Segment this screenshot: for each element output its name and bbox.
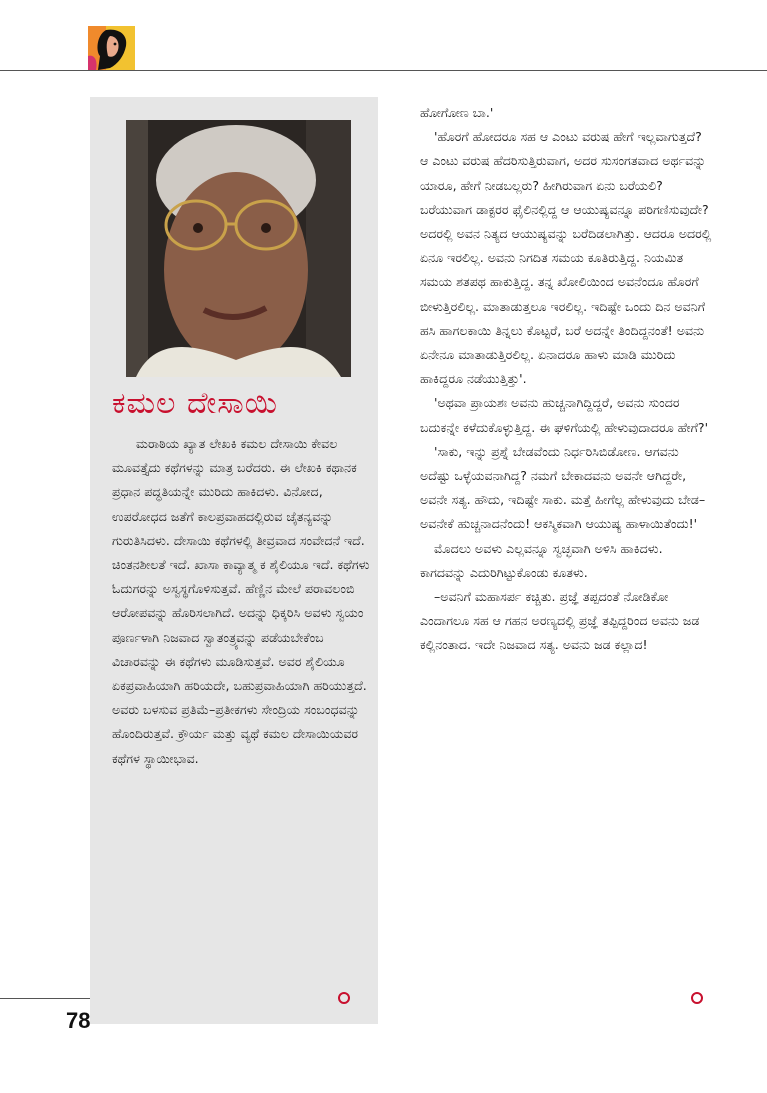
- red-circle-end-icon: [337, 991, 351, 1005]
- author-bio: [112, 432, 372, 771]
- story-paragraph: 'ಹೊರಗೆ ಹೋದರೂ ಸಹ ಆ ಎಂಟು ವರುಷ ಹೇಗೆ ಇಲ್ಲವಾಗುತ್ತದೆ? ಆ ಎಂಟು ವರುಷ ಹೆದರಿಸುತ್ತಿರುವಾಗ, ಅದರ ಸುಸಂಗತವಾದ ಅರ್ಥವನ್ನು ಯಾರೂ, ಹೇಗೆ ನೀಡಬಲ್ಲರು? ಹೀಗಿರುವಾಗ ಏನು ಬರೆಯಲಿ? ಬರೆಯುವಾಗ ಡಾಕ್ಟರರ ಫೈಲಿನಲ್ಲಿದ್ದ ಆ ಆಯುಷ್ಯವನ್ನೂ ಪರಿಗಣಿಸುವುದೇ? ಅದರಲ್ಲಿ ಅವನ ನಿತ್ಯದ ಆಯುಷ್ಯವನ್ನು ಬರೆದಿಡಲಾಗಿತ್ತು. ಆದರೂ ಅದರಲ್ಲಿ ಏನೂ ಇರಲಿಲ್ಲ. ಅವನು ನಿಗದಿತ ಸಮಯ ಕೂತಿರುತ್ತಿದ್ದ. ನಿಯಮಿತ ಸಮಯ ಶತಪಥ ಹಾಕುತ್ತಿದ್ದ. ತನ್ನ ಖೋಲಿಯಿಂದ ಅವನೆಂದೂ ಹೊರಗೆ ಬೀಳುತ್ತಿರಲಿಲ್ಲ. ಮಾತಾಡುತ್ತಲೂ ಇರಲಿಲ್ಲ. ಇದಿಷ್ಟೇ ಒಂದು ದಿನ ಅವನಿಗೆ ಹಸಿ ಹಾಗಲಕಾಯಿ ತಿನ್ನಲು ಕೊಟ್ಟರೆ, ಬರೆ ಅದನ್ನೇ ತಿಂದಿದ್ದನಂತೆ! ಅವನು ಏನೇನೂ ಮಾತಾಡುತ್ತಿರಲಿಲ್ಲ. ಏನಾದರೂ ಹಾಳು ಮಾಡಿ ಮುರಿದು ಹಾಕಿದ್ದರೂ ನಡೆಯುತ್ತಿತ್ತು'.: [420, 129, 712, 387]
- story-paragraph: ಹೋಗೋಣ ಬಾ.': [420, 105, 494, 120]
- story-paragraph: 'ಅಥವಾ ಪ್ರಾಯಶಃ ಅವನು ಹುಚ್ಚನಾಗಿದ್ದಿದ್ದರೆ, ಅವನು ಸುಂದರ ಬದುಕನ್ನೇ ಕಳೆದುಕೊಳ್ಳುತ್ತಿದ್ದ. ಈ ಘಳಿಗೆಯಲ್ಲಿ ಹೇಳುವುದಾದರೂ ಹೇಗೆ?': [420, 395, 709, 435]
- woman-profile-icon: [88, 26, 135, 70]
- bio-paragraph: ಮರಾಠಿಯ ಖ್ಯಾತ ಲೇಖಕಿ ಕಮಲ ದೇಸಾಯಿ ಕೇವಲ ಮೂವತ್ತೈದು ಕಥೆಗಳನ್ನು ಮಾತ್ರ ಬರೆದರು. ಈ ಲೇಖಕಿ ಕಥಾನಕ ಪ್ರಧಾನ ಪದ್ಧತಿಯನ್ನೇ ಮುರಿದು ಹಾಕಿದಳು. ವಿನೋದ, ಉಪರೋಧದ ಜತೆಗೆ ಕಾಲಪ್ರವಾಹದಲ್ಲಿರುವ ಚೈತನ್ಯವನ್ನು ಗುರುತಿಸಿದಳು. ದೇಸಾಯಿ ಕಥೆಗಳಲ್ಲಿ ತೀವ್ರವಾದ ಸಂವೇದನೆ ಇದೆ. ಚಿಂತನಶೀಲತೆ ಇದೆ. ಖಾಸಾ ಕಾವ್ಯಾತ್ಮ ಕ ಶೈಲಿಯೂ ಇದೆ. ಕಥೆಗಳು ಓದುಗರನ್ನು ಅಸ್ವಸ್ಥಗೊಳಿಸುತ್ತವೆ. ಹೆಣ್ಣಿನ ಮೇಲೆ ಪರಾವಲಂಬಿ ಆರೋಪವನ್ನು ಹೊರಿಸಲಾಗಿದೆ. ಅದನ್ನು ಧಿಕ್ಕರಿಸಿ ಅವಳು ಸ್ವಯಂ ಪೂರ್ಣಳಾಗಿ ನಿಜವಾದ ಸ್ವಾತಂತ್ರ್ಯವನ್ನು ಪಡೆಯಬೇಕೆಂಬ ವಿಚಾರವನ್ನು ಈ ಕಥೆಗಳು ಮೂಡಿಸುತ್ತವೆ. ಅವರ ಶೈಲಿಯೂ ಏಕಪ್ರವಾಹಿಯಾಗಿ ಹರಿಯದೇ, ಬಹುಪ್ರವಾಹಿಯಾಗಿ ಹರಿಯುತ್ತದೆ. ಅವರು ಬಳಸುವ ಪ್ರತಿಮೆ–ಪ್ರತೀಕಗಳು ಸೇಂದ್ರಿಯ ಸಂಬಂಧವನ್ನು ಹೊಂದಿರುತ್ತವೆ. ಕ್ರೌರ್ಯ ಮತ್ತು ವ್ಯಥೆ ಕಮಲ ದೇಸಾಯಿಯವರ ಕಥೆಗಳ ಸ್ಥಾಯೀಭಾವ.: [112, 436, 370, 766]
- story-column: [420, 101, 712, 658]
- story-paragraph: 'ಸಾಕು, ಇನ್ನು ಪ್ರಶ್ನೆ ಬೇಡವೆಂದು ನಿರ್ಧರಿಸಿಬಿಡೋಣ. ಆಗವನು ಅದೆಷ್ಟು ಒಳ್ಳೆಯವನಾಗಿದ್ದ? ನಮಗೆ ಬೇಕಾದವನು ಅವನೇ ಆಗಿದ್ದರೇ, ಅವನೇ ಸತ್ಯ. ಹೌದು, ಇದಿಷ್ಟೇ ಸಾಕು. ಮತ್ತೆ ಹೀಗೆಲ್ಲ ಹೇಳುವುದು ಬೇಡ– ಅವನೇಕೆ ಹುಚ್ಚನಾದನೆಂದು! ಆಕಸ್ಮಿಕವಾಗಿ ಆಯುಷ್ಯ ಹಾಳಾಯಿತೆಂದು!': [420, 443, 706, 532]
- story-paragraph: ಮೊದಲು ಅವಳು ಎಲ್ಲವನ್ನೂ ಸ್ವಚ್ಛವಾಗಿ ಅಳಿಸಿ ಹಾಕಿದಳು. ಕಾಗದವನ್ನು ಎದುರಿಗಿಟ್ಟುಕೊಂಡು ಕೂತಳು.: [420, 540, 663, 580]
- author-name: ಕಮಲ ದೇಸಾಯಿ: [112, 386, 278, 421]
- footer-rule: [0, 998, 90, 999]
- author-photo: [126, 120, 351, 377]
- story-paragraph: –ಅವನಿಗೆ ಮಹಾಸರ್ಪ ಕಚ್ಚಿತು. ಪ್ರಜ್ಞೆ ತಪ್ಪದಂತೆ ನೋಡಿಕೋ ಎಂದಾಗಲೂ ಸಹ ಆ ಗಹನ ಅರಣ್ಯದಲ್ಲಿ ಪ್ರಜ್ಞೆ ತಪ್ಪಿದ್ದರಿಂದ ಅವನು ಜಡ ಕಲ್ಲಿನಂತಾದ. ಇದೇ ನಿಜವಾದ ಸತ್ಯ. ಅವನು ಜಡ ಕಲ್ಲಾದ!: [420, 589, 700, 653]
- header-rule: [0, 70, 767, 71]
- red-circle-end-icon: [690, 991, 704, 1005]
- page-number: 78: [66, 1008, 91, 1033]
